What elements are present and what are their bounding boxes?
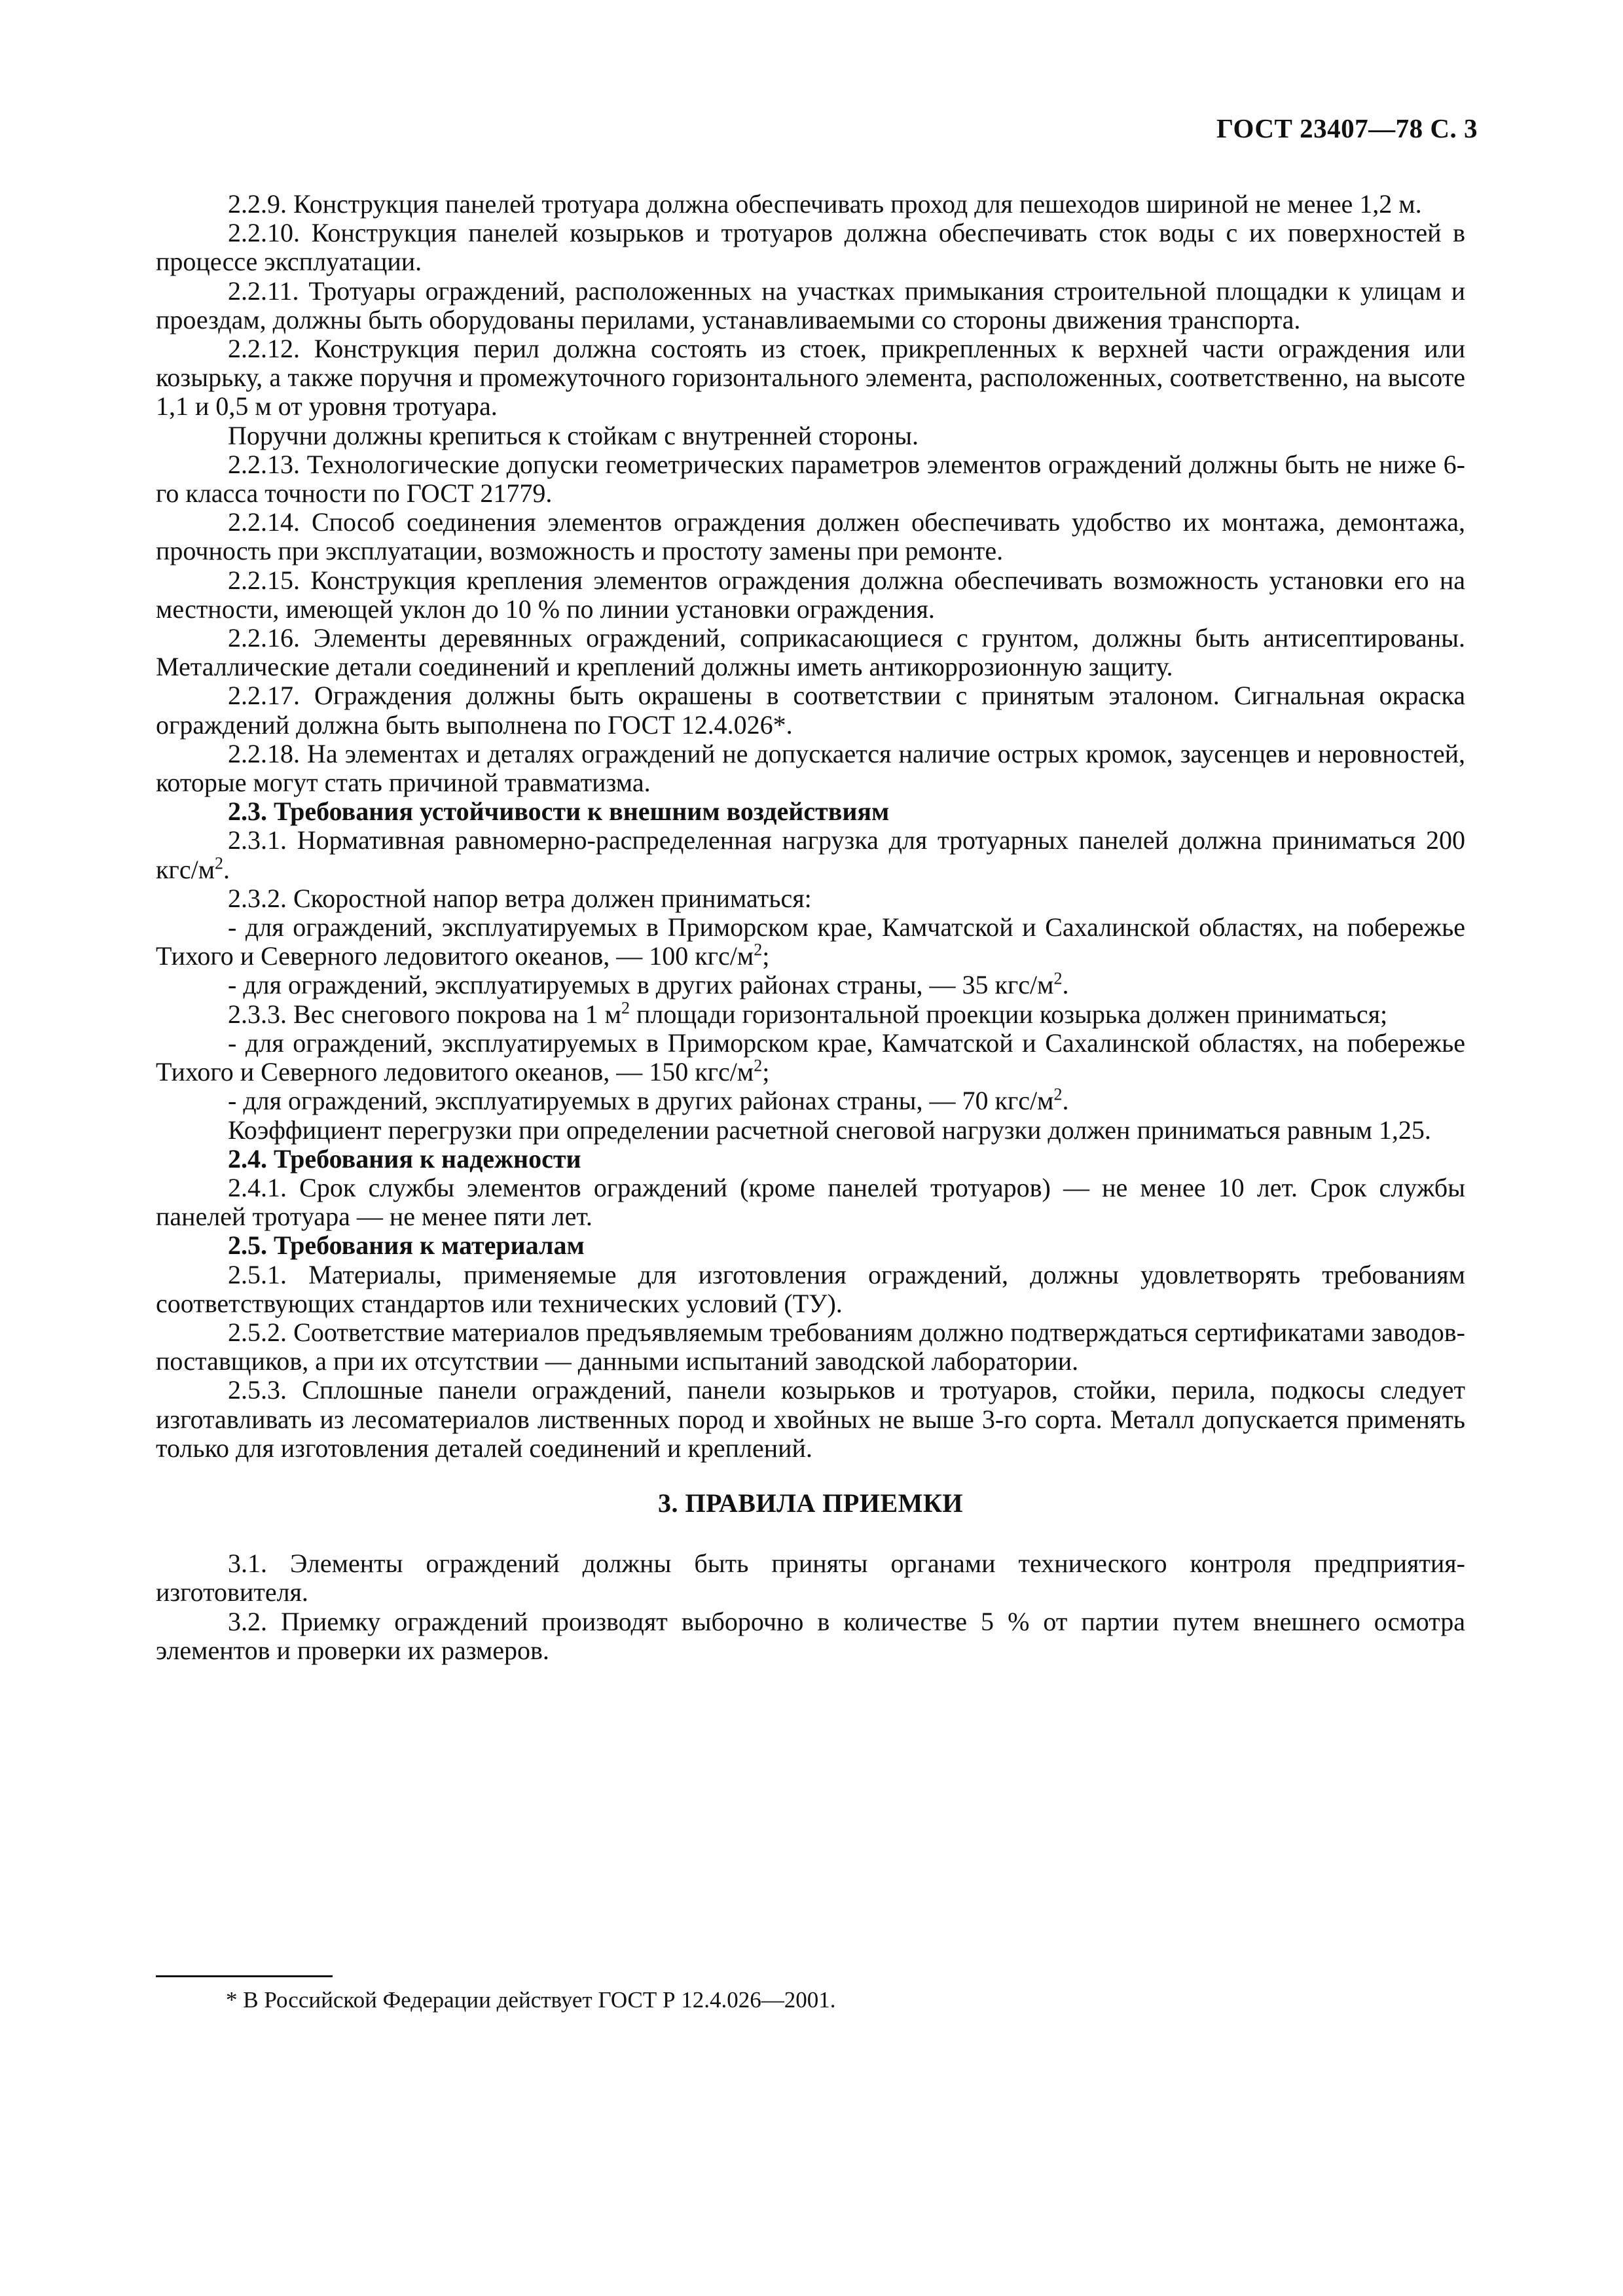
item-end: . [1062, 970, 1069, 1000]
item-text: - для ограждений, эксплуатируемых в Приморском крае, Камчатской и Сахалинской областях, на побережье Тихого и Северного ледовитого океанов, — 150 кгс/м [156, 1028, 1465, 1087]
clause-2-3-3-text: 2.3.3. Вес снегового покрова на 1 м [228, 999, 621, 1029]
superscript: 2 [215, 853, 224, 873]
subsection-2-3-heading: 2.3. Требования устойчивости к внешним воздействиям [228, 797, 890, 827]
section-3-title: 3. ПРАВИЛА ПРИЕМКИ [657, 1488, 963, 1518]
subsection-2-4-heading: 2.4. Требования к надежности [228, 1143, 581, 1174]
document-body [156, 190, 1465, 1665]
clause-2-3-3 [156, 1000, 1465, 1029]
clause-2-3-1-end: . [223, 854, 230, 884]
clause-2-2-14: 2.2.14. Способ соединения элементов ограждения должен обеспечивать удобство их монтажа, демонтажа, прочность при эксплуатации, возможность и простоту замены при ремонте. [156, 507, 1465, 566]
superscript: 2 [754, 1056, 763, 1075]
clause-2-2-18: 2.2.18. На элементах и деталях ограждений не допускается наличие острых кромок, заусенцев и неровностей, которые могут стать причиной травматизма. [156, 738, 1465, 798]
superscript: 2 [1053, 969, 1063, 989]
subsection-2-5-heading: 2.5. Требования к материалам [228, 1230, 585, 1261]
clause-2-2-11: 2.2.11. Тротуары ограждений, расположенных на участках примыкания строительной площадки к улицам и проездам, должны быть оборудованы перилами, устанавливаемыми со стороны движения транспорта. [156, 276, 1465, 334]
clause-2-3-2: 2.3.2. Скоростной напор ветра должен приниматься: [228, 883, 812, 913]
footnote: * В Российской Федерации действует ГОСТ Р 12.4.026—2001. [226, 1987, 836, 2013]
item-text: - для ограждений, эксплуатируемых в других районах страны, — 35 кгс/м [228, 970, 1054, 1000]
superscript: 2 [621, 998, 630, 1018]
item-text: - для ограждений, эксплуатируемых в других районах страны, — 70 кгс/м [228, 1086, 1054, 1116]
clause-2-5-2: 2.5.2. Соответствие материалов предъявляемым требованиям должно подтверждаться сертификатами заводов-поставщиков, а при их отсутствии — данными испытаний заводской лаборатории. [156, 1317, 1465, 1376]
item-text: - для ограждений, эксплуатируемых в Приморском крае, Камчатской и Сахалинской областях, на побережье Тихого и Северного ледовитого океанов, — 100 кгс/м [156, 912, 1465, 971]
clause-2-3-3-item-1 [156, 1029, 1465, 1086]
item-end: ; [762, 1057, 770, 1087]
clause-2-2-15: 2.2.15. Конструкция крепления элементов ограждения должна обеспечивать возможность установки его на местности, имеющей уклон до 10 % по линии установки ограждения. [156, 565, 1465, 624]
clause-2-4-1: 2.4.1. Срок службы элементов ограждений (кроме панелей тротуаров) — не менее 10 лет. Срок службы панелей тротуара — не менее пяти лет. [156, 1172, 1465, 1232]
item-end: ; [762, 941, 770, 971]
footnote-divider [156, 1975, 333, 1977]
superscript: 2 [754, 940, 763, 960]
clause-2-3-3-rest: площади горизонтальной проекции козырька должен приниматься; [629, 999, 1388, 1029]
clause-2-2-12: 2.2.12. Конструкция перил должна состоять из стоек, прикрепленных к верхней части ограждения или козырьку, а также поручня и промежуточного горизонтального элемента, расположенных, соответственно, на высоте 1,1 и 0,5 м от уровня тротуара. [156, 334, 1465, 422]
clause-3-2: 3.2. Приемку ограждений производят выборочно в количестве 5 % от партии путем внешнего осмотра элементов и проверки их размеров. [156, 1606, 1465, 1665]
clause-2-3-2-item-2 [156, 971, 1465, 999]
clause-2-2-17: 2.2.17. Ограждения должны быть окрашены в соответствии с принятым эталоном. Сигнальная окраска ограждений должна быть выполнена по ГОСТ 12.4.026*. [156, 681, 1465, 740]
clause-2-2-9: 2.2.9. Конструкция панелей тротуара должна обеспечивать проход для пешеходов шириной не менее 1,2 м. [228, 189, 1422, 219]
clause-handrails: Поручни должны крепиться к стойкам с внутренней стороны. [228, 420, 919, 450]
superscript: 2 [1053, 1085, 1063, 1104]
page-header: ГОСТ 23407—78 С. 3 [1216, 113, 1478, 143]
clause-2-3-3-item-2 [156, 1086, 1465, 1115]
clause-2-3-1 [156, 826, 1465, 884]
clause-overload-coefficient: Коэффициент перегрузки при определении расчетной снеговой нагрузки должен приниматься равным 1,25. [228, 1115, 1431, 1145]
clause-2-3-2-item-1 [156, 913, 1465, 971]
clause-2-2-16: 2.2.16. Элементы деревянных ограждений, соприкасающиеся с грунтом, должны быть антисептированы. Металлические детали соединений и креплений должны иметь антикоррозионную защиту. [156, 623, 1465, 682]
clause-2-3-1-text: 2.3.1. Нормативная равномерно-распределенная нагрузка для тротуарных панелей должна приниматься 200 кгс/м [156, 825, 1465, 884]
clause-2-5-3: 2.5.3. Сплошные панели ограждений, панели козырьков и тротуаров, стойки, перила, подкосы следует изготавливать из лесоматериалов лиственных пород и хвойных не выше 3-го сорта. Металл допускается применять только для изготовления деталей соединений и креплений. [156, 1375, 1465, 1463]
clause-2-2-10: 2.2.10. Конструкция панелей козырьков и тротуаров должна обеспечивать сток воды с их поверхностей в процессе эксплуатации. [156, 218, 1465, 277]
clause-2-5-1: 2.5.1. Материалы, применяемые для изготовления ограждений, должны удовлетворять требованиям соответствующих стандартов или технических условий (ТУ). [156, 1259, 1465, 1318]
item-end: . [1062, 1086, 1069, 1116]
clause-2-2-13: 2.2.13. Технологические допуски геометрических параметров элементов ограждений должны быть не ниже 6-го класса точности по ГОСТ 21779. [156, 449, 1465, 509]
clause-3-1: 3.1. Элементы ограждений должны быть приняты органами технического контроля предприятия-изготовителя. [156, 1549, 1465, 1607]
